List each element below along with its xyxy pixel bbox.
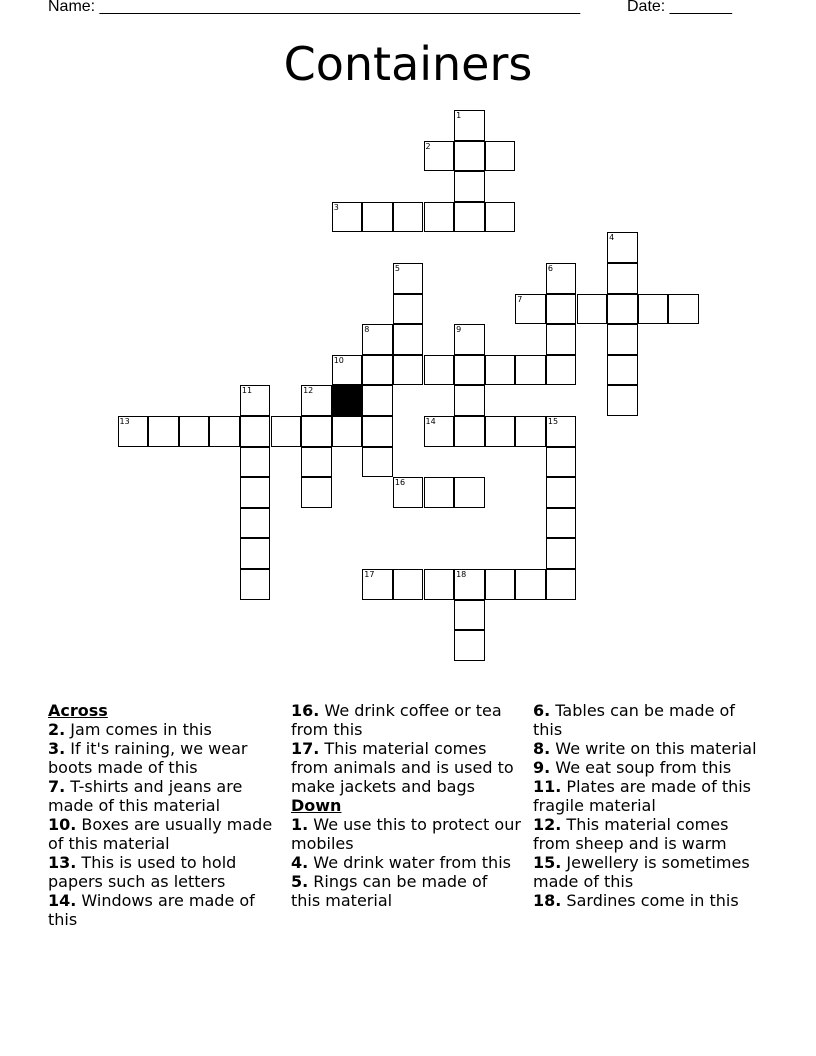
clue-number: 9 <box>456 325 462 335</box>
clue-item <box>533 777 763 815</box>
grid-cell[interactable] <box>515 294 546 325</box>
grid-cell[interactable] <box>424 569 455 600</box>
clue-item <box>533 815 763 853</box>
grid-cell[interactable] <box>638 294 669 325</box>
clue-number-label: 6. <box>533 701 551 720</box>
grid-cell[interactable] <box>485 569 516 600</box>
clue-text: We drink water from this <box>308 853 511 872</box>
clue-number-label: 14. <box>48 891 77 910</box>
grid-cell[interactable] <box>424 202 455 233</box>
clue-item <box>291 815 521 853</box>
clue-number-label: 8. <box>533 739 551 758</box>
clue-text: This material comes from animals and is used to make jackets and bags <box>291 739 514 796</box>
clue-number-label: 1. <box>291 815 309 834</box>
grid-cell[interactable] <box>454 202 485 233</box>
grid-cell[interactable] <box>454 600 485 631</box>
grid-cell[interactable] <box>271 416 302 447</box>
across-clue-list <box>48 720 278 929</box>
grid-cell[interactable] <box>424 416 455 447</box>
grid-cell[interactable] <box>546 477 577 508</box>
grid-cell[interactable] <box>485 355 516 386</box>
clue-text: This material comes from sheep and is warm <box>533 815 729 853</box>
clue-number: 13 <box>119 417 130 426</box>
grid-cell[interactable] <box>393 355 424 386</box>
clue-number-label: 2. <box>48 720 66 739</box>
grid-cell[interactable] <box>546 416 577 447</box>
grid-cell[interactable] <box>362 324 393 355</box>
grid-cell[interactable] <box>454 141 485 172</box>
clue-text: We write on this material <box>550 739 757 758</box>
grid-cell[interactable] <box>362 447 393 478</box>
grid-cell[interactable] <box>332 355 363 386</box>
grid-cell[interactable] <box>362 385 393 416</box>
grid-cell[interactable] <box>607 355 638 386</box>
clue-item <box>533 758 763 777</box>
clue-number-label: 13. <box>48 853 77 872</box>
grid-cell[interactable] <box>240 447 271 478</box>
clues-column-2 <box>291 701 521 910</box>
grid-cell[interactable] <box>240 508 271 539</box>
grid-cell[interactable] <box>362 355 393 386</box>
grid-cell[interactable] <box>454 171 485 202</box>
grid-cell[interactable] <box>454 416 485 447</box>
clue-item <box>533 853 763 891</box>
clue-number-label: 4. <box>291 853 309 872</box>
grid-cell[interactable] <box>424 141 455 172</box>
grid-cell[interactable] <box>393 294 424 325</box>
clue-text: Tables can be made of this <box>533 701 735 739</box>
grid-cell[interactable] <box>454 324 485 355</box>
clue-text: We eat soup from this <box>550 758 732 777</box>
clue-text: T-shirts and jeans are made of this material <box>48 777 243 815</box>
clue-item <box>48 777 278 815</box>
clue-item <box>533 891 763 910</box>
grid-cell[interactable] <box>607 263 638 294</box>
clue-text: This is used to hold papers such as letters <box>48 853 237 891</box>
clue-number: 7 <box>517 294 523 304</box>
grid-cell[interactable] <box>240 416 271 447</box>
clue-item <box>291 853 521 872</box>
clue-number: 6 <box>547 264 553 273</box>
grid-cell[interactable] <box>546 538 577 569</box>
grid-cell[interactable] <box>546 355 577 386</box>
grid-cell[interactable] <box>240 569 271 600</box>
clue-item <box>291 872 521 910</box>
clue-text: Jewellery is sometimes made of this <box>533 853 750 891</box>
grid-cell[interactable] <box>577 294 608 325</box>
grid-cell[interactable] <box>546 294 577 325</box>
down-clue-list-continued <box>533 701 763 910</box>
grid-cell[interactable] <box>301 447 332 478</box>
clue-number-label: 5. <box>291 872 309 891</box>
clue-number-label: 11. <box>533 777 562 796</box>
grid-cell[interactable] <box>485 202 516 233</box>
clues-column-1 <box>48 701 278 929</box>
clue-number: 12 <box>303 386 314 396</box>
clue-number-label: 15. <box>533 853 562 872</box>
grid-cell[interactable] <box>515 569 546 600</box>
grid-cell[interactable] <box>118 416 149 447</box>
date-field-label: Date: _______ <box>627 0 732 15</box>
down-clue-list <box>291 815 521 910</box>
clue-number-label: 12. <box>533 815 562 834</box>
clue-number-label: 16. <box>291 701 320 720</box>
grid-cell[interactable] <box>301 477 332 508</box>
grid-cell[interactable] <box>546 569 577 600</box>
grid-cell[interactable] <box>362 416 393 447</box>
grid-cell[interactable] <box>607 232 638 263</box>
clue-number-label: 17. <box>291 739 320 758</box>
clue-number: 18 <box>456 570 467 579</box>
clue-item <box>48 739 278 777</box>
grid-cell[interactable] <box>607 385 638 416</box>
clue-number: 8 <box>364 325 370 335</box>
clue-number: 15 <box>547 417 559 426</box>
clue-number: 2 <box>425 141 431 151</box>
grid-cell[interactable] <box>393 202 424 233</box>
clue-text: Plates are made of this fragile material <box>533 777 752 815</box>
grid-cell[interactable] <box>332 416 363 447</box>
clue-number-label: 18. <box>533 891 562 910</box>
grid-cell[interactable] <box>454 355 485 386</box>
down-heading: Down <box>291 796 342 815</box>
grid-cell[interactable] <box>240 538 271 569</box>
clue-number-label: 10. <box>48 815 77 834</box>
grid-cell[interactable] <box>240 477 271 508</box>
grid-cell[interactable] <box>515 416 546 447</box>
grid-cell[interactable] <box>393 263 424 294</box>
clue-item <box>291 739 521 796</box>
clue-number: 5 <box>394 264 400 273</box>
grid-cell[interactable] <box>454 569 485 600</box>
grid-cell[interactable] <box>424 477 455 508</box>
grid-cell[interactable] <box>546 447 577 478</box>
clue-text: If it's raining, we wear boots made of this <box>48 739 248 777</box>
clue-number: 16 <box>394 478 406 488</box>
clue-number-label: 9. <box>533 758 551 777</box>
grid-cell[interactable] <box>393 324 424 355</box>
across-clue-list-continued <box>291 701 521 796</box>
clue-number: 11 <box>241 386 253 396</box>
grid-cell[interactable] <box>485 141 516 172</box>
clue-number: 3 <box>333 202 339 212</box>
grid-cell[interactable] <box>424 355 455 386</box>
grid-cell[interactable] <box>393 569 424 600</box>
clue-item <box>533 701 763 739</box>
clue-text: Boxes are usually made of this material <box>48 815 273 853</box>
clue-number: 4 <box>609 233 615 243</box>
clue-text: We drink coffee or tea from this <box>291 701 502 739</box>
clue-number-label: 7. <box>48 777 66 796</box>
clue-number-label: 3. <box>48 739 66 758</box>
page-title: Containers <box>283 37 533 91</box>
grid-cell[interactable] <box>179 416 210 447</box>
clue-item <box>48 815 278 853</box>
clue-text: Sardines come in this <box>561 891 739 910</box>
clue-text: We use this to protect our mobiles <box>291 815 521 853</box>
grid-cell[interactable] <box>301 385 332 416</box>
grid-cell[interactable] <box>607 294 638 325</box>
grid-cell[interactable] <box>240 385 271 416</box>
grid-cell[interactable] <box>454 630 485 661</box>
grid-cell[interactable] <box>485 416 516 447</box>
clue-number: 10 <box>333 355 344 365</box>
clue-number: 17 <box>364 570 375 579</box>
clue-number: 14 <box>425 417 436 426</box>
grid-cell[interactable] <box>515 355 546 386</box>
clue-item <box>48 891 278 929</box>
clue-item <box>48 853 278 891</box>
grid-cell[interactable] <box>362 569 393 600</box>
grid-cell[interactable] <box>607 324 638 355</box>
clue-item <box>291 701 521 739</box>
grid-cell[interactable] <box>148 416 179 447</box>
clue-text: Rings can be made of this material <box>291 872 488 910</box>
clue-text: Jam comes in this <box>65 720 212 739</box>
clue-number: 1 <box>456 111 462 120</box>
clue-item <box>48 720 278 739</box>
grid-cell[interactable] <box>301 416 332 447</box>
grid-cell[interactable] <box>454 477 485 508</box>
name-field-label: Name: ______________________________________________________ <box>48 0 581 15</box>
grid-cell[interactable] <box>546 324 577 355</box>
grid-cell[interactable] <box>362 202 393 233</box>
grid-cell[interactable] <box>546 263 577 294</box>
grid-cell[interactable] <box>332 202 363 233</box>
grid-cell[interactable] <box>454 110 485 141</box>
grid-cell[interactable] <box>209 416 240 447</box>
grid-cell[interactable] <box>454 385 485 416</box>
clue-text: Windows are made of this <box>48 891 255 929</box>
grid-cell[interactable] <box>668 294 699 325</box>
clue-item <box>533 739 763 758</box>
clues-column-3 <box>533 701 763 910</box>
black-square <box>332 385 363 416</box>
grid-cell[interactable] <box>393 477 424 508</box>
grid-cell[interactable] <box>546 508 577 539</box>
across-heading: Across <box>48 701 108 720</box>
